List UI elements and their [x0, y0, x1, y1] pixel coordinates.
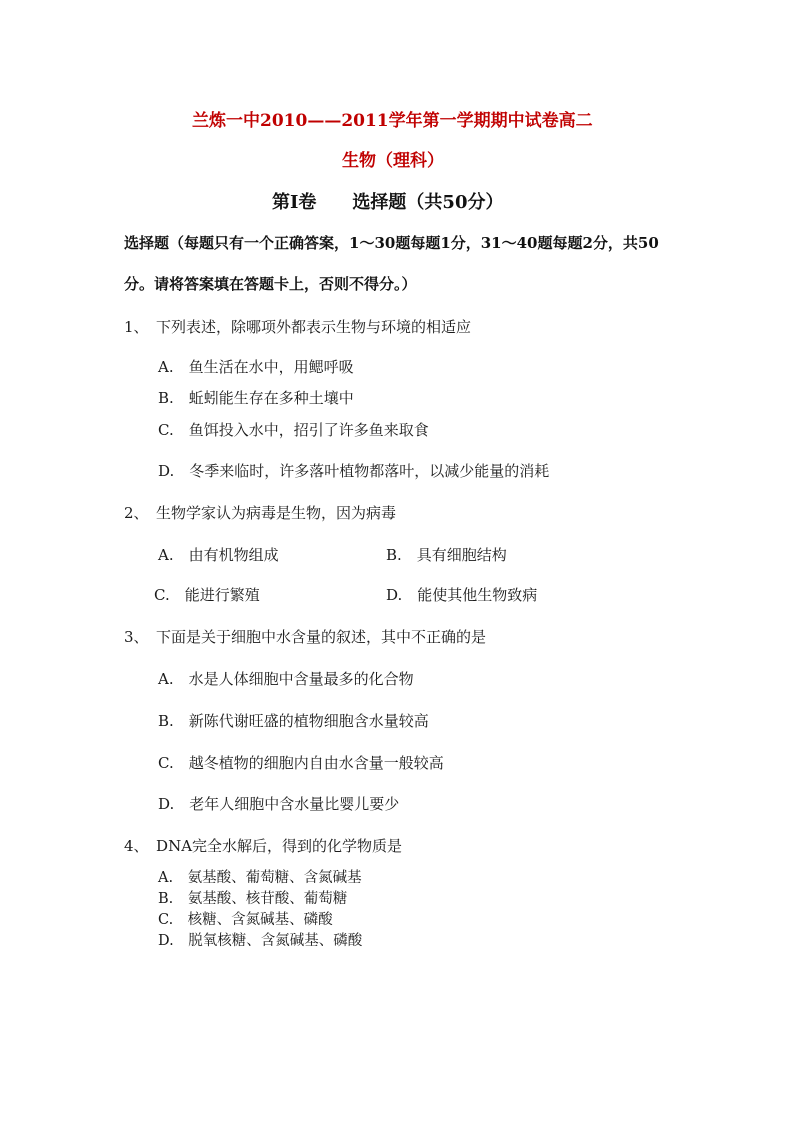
question-4-option-b: B. 氨基酸、核苷酸、葡萄糖 [158, 891, 348, 907]
question-3-stem: 3、 下面是关于细胞中水含量的叙述，其中不正确的是 [124, 628, 487, 646]
question-3-option-b: B. 新陈代谢旺盛的植物细胞含水量较高 [158, 712, 429, 730]
question-3-option-c: C. 越冬植物的细胞内自由水含量一般较高 [158, 754, 444, 772]
question-3-option-a: A. 水是人体细胞中含量最多的化合物 [158, 670, 414, 688]
subject-title: 生物（理科） [342, 151, 444, 171]
question-2-option-d: D. 能使其他生物致病 [386, 586, 538, 604]
question-1-option-c: C. 鱼饵投入水中，招引了许多鱼来取食 [158, 421, 429, 439]
question-1-option-b: B. 蚯蚓能生存在多种土壤中 [158, 389, 354, 407]
question-4-option-d: D. 脱氧核糖、含氮碱基、磷酸 [158, 933, 363, 949]
question-2-option-a: A. 由有机物组成 [158, 546, 279, 564]
question-1-option-d: D. 冬季来临时，许多落叶植物都落叶，以减少能量的消耗 [158, 462, 550, 480]
section-title: 第Ⅰ卷 选择题（共50分） [272, 192, 504, 213]
question-4-stem: 4、 DNA完全水解后，得到的化学物质是 [124, 837, 403, 855]
question-2-stem: 2、 生物学家认为病毒是生物，因为病毒 [124, 504, 397, 522]
question-3-option-d: D. 老年人细胞中含水量比婴儿要少 [158, 795, 400, 813]
question-1-stem: 1、 下列表述，除哪项外都表示生物与环境的相适应 [124, 318, 472, 336]
question-4-option-a: A. 氨基酸、葡萄糖、含氮碱基 [158, 870, 362, 886]
exam-title: 兰炼一中2010——2011学年第一学期期中试卷高二 [192, 111, 593, 131]
question-1-option-a: A. 鱼生活在水中，用鳃呼吸 [158, 358, 354, 376]
question-4-option-c: C. 核糖、含氮碱基、磷酸 [158, 912, 333, 928]
instruction-line-2: 分。请将答案填在答题卡上，否则不得分。） [124, 275, 417, 293]
instruction-line-1: 选择题（每题只有一个正确答案，1～30题每题1分，31～40题每题2分，共50 [124, 234, 659, 252]
question-2-option-b: B. 具有细胞结构 [386, 546, 507, 564]
question-2-option-c: C. 能进行繁殖 [154, 586, 260, 604]
